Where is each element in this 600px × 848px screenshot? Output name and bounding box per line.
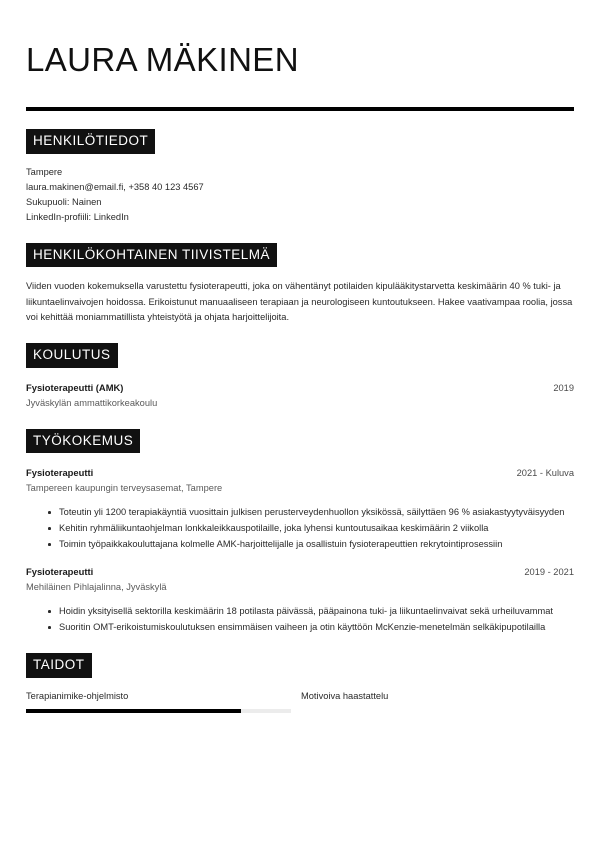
skill-item (26, 690, 291, 713)
page-title: LAURA MÄKINEN (26, 41, 299, 78)
section-skills (26, 653, 574, 712)
section-education (26, 343, 574, 410)
list-item: Suoritin OMT-erikoistumiskoulutuksen ensimmäisen vaiheen ja otin käyttöön McKenzie-menetelmän selkäkipupotilailla (48, 620, 574, 635)
list-item: Toimin työpaikkakouluttajana kolmelle AMK-harjoittelijalle ja osallistuin fysioterapeuttien rekrytointiprosessiin (48, 537, 574, 552)
education-entry (26, 381, 574, 411)
education-entry-header (26, 381, 574, 396)
education-date: 2019 (553, 382, 574, 393)
experience-date: 2019 - 2021 (524, 567, 574, 578)
experience-job-title: Fysioterapeutti (26, 566, 94, 578)
header-divider (26, 107, 574, 111)
experience-employer: Tampereen kaupungin terveysasemat, Tampere (26, 483, 223, 494)
experience-job-title: Fysioterapeutti (26, 467, 94, 479)
section-experience (26, 429, 574, 635)
section-heading-skills: TAIDOT (26, 653, 92, 678)
skills-grid (26, 690, 574, 713)
skill-level-bar (26, 709, 291, 713)
experience-employer: Mehiläinen Pihlajalinna, Jyväskylä (26, 582, 167, 593)
experience-entry-header (26, 565, 574, 580)
section-heading-summary: HENKILÖKOHTAINEN TIIVISTELMÄ (26, 243, 277, 268)
experience-bullet-list (26, 604, 574, 635)
section-contact (26, 129, 574, 225)
contact-details (26, 165, 574, 225)
experience-entry (26, 565, 574, 635)
experience-entry (26, 466, 574, 552)
summary-text: Viiden vuoden kokemuksella varustettu fysioterapeutti, joka on vähentänyt potilaiden kipulääkitystarvetta keskimäärin 40 % tuki- ja liikuntaelinvaivojen hoidossa. Erikoistunut manuaaliseen terapiaan ja neurologiseen kuntoutukseen. Hakee vaativampaa roolia, jossa voi kehittää moniammatillista yhteistyötä ja ohjata harjoittelijoita. (26, 281, 573, 323)
skill-item (301, 690, 566, 713)
skill-label: Motivoiva haastattelu (301, 690, 389, 701)
contact-email-phone[interactable]: laura.makinen@email.fi, +358 40 123 4567 (26, 181, 204, 192)
experience-entry-header (26, 466, 574, 481)
skill-level-fill (26, 709, 241, 713)
list-item: Hoidin yksityisellä sektorilla keskimäärin 18 potilasta päivässä, pääpainona tuki- ja liikuntaelinvaivat sekä urheiluvammat (48, 604, 574, 619)
education-degree: Fysioterapeutti (AMK) (26, 381, 124, 393)
section-heading-experience: TYÖKOKEMUS (26, 429, 140, 454)
contact-gender: Sukupuoli: Nainen (26, 196, 102, 207)
experience-date: 2021 - Kuluva (516, 468, 574, 479)
contact-linkedin[interactable]: LinkedIn-profiili: LinkedIn (26, 211, 129, 222)
experience-bullet-list (26, 505, 574, 552)
contact-location: Tampere (26, 166, 63, 177)
section-summary (26, 243, 574, 326)
education-institution: Jyväskylän ammattikorkeakoulu (26, 397, 158, 408)
skill-label: Terapianimike-ohjelmisto (26, 690, 129, 701)
list-item: Toteutin yli 1200 terapiakäyntiä vuosittain julkisen perusterveydenhuollon yksikössä, säilyttäen 96 % asiakastyytyväisyyden (48, 505, 574, 520)
list-item: Kehitin ryhmäliikuntaohjelman lonkkaleikkauspotilaille, joka lyhensi kuntoutusaikaa keskimäärin 2 viikolla (48, 521, 574, 536)
section-heading-education: KOULUTUS (26, 343, 118, 368)
section-heading-contact: HENKILÖTIEDOT (26, 129, 155, 154)
summary-block (26, 279, 574, 325)
